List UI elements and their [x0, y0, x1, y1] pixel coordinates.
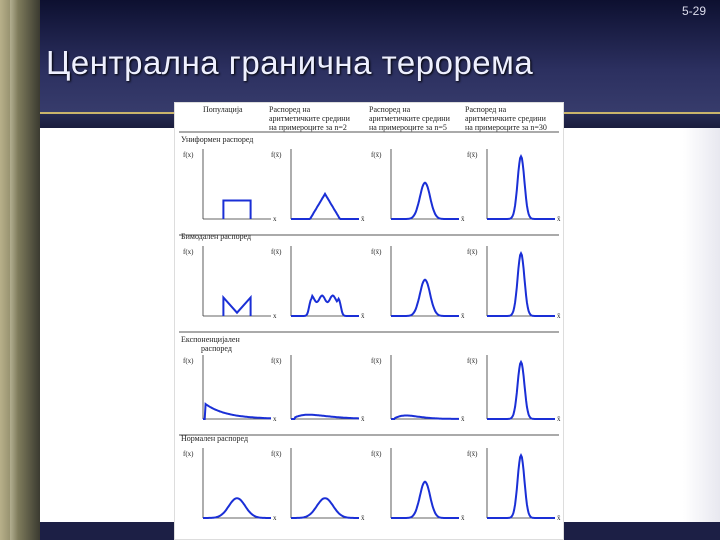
distribution-curve [487, 362, 555, 419]
panel-y-label: f(x) [183, 450, 194, 458]
clt-figure [174, 102, 564, 540]
panel-y-label: f(x̄) [271, 450, 282, 458]
distribution-curve [203, 498, 271, 518]
distribution-curve [391, 416, 459, 420]
column-header-line: Распоред на [369, 105, 411, 114]
distribution-curve [391, 482, 459, 518]
clt-figure-svg [175, 103, 565, 541]
panel-x-label: x̄ [461, 312, 465, 320]
row-label: Нормален распоред [181, 434, 249, 443]
panel-y-label: f(x̄) [467, 450, 478, 458]
panel-x-label: x [273, 215, 277, 223]
distribution-curve [487, 455, 555, 518]
distribution-curve [487, 253, 555, 316]
column-header-line: на примероците за n=5 [369, 123, 447, 132]
panel-y-label: f(x̄) [271, 248, 282, 256]
panel-x-label: x̄ [361, 514, 365, 522]
panel-x-label: x̄ [361, 215, 365, 223]
panel-y-label: f(x) [183, 248, 194, 256]
slide-number: 5-29 [681, 4, 706, 18]
panel-x-label: x̄ [461, 215, 465, 223]
panel-x-label: x [273, 312, 277, 320]
panel-y-label: f(x̄) [371, 357, 382, 365]
panel-x-label: x̄ [557, 215, 561, 223]
row-label: Бимодален распоред [181, 232, 252, 241]
panel-x-label: x̄ [557, 312, 561, 320]
panel-y-label: f(x̄) [371, 248, 382, 256]
column-header-line: аритметичките средини [269, 114, 350, 123]
column-header-line: на примероците за n=2 [269, 123, 347, 132]
panel-x-label: x̄ [361, 415, 365, 423]
column-header-line: аритметичките средини [465, 114, 546, 123]
distribution-curve [223, 298, 250, 316]
panel-y-label: f(x) [183, 151, 194, 159]
left-decorative-bar [0, 0, 40, 540]
distribution-curve [487, 156, 555, 219]
column-header-line: Распоред на [465, 105, 507, 114]
panel-y-label: f(x̄) [271, 151, 282, 159]
panel-x-label: x [273, 514, 277, 522]
distribution-curve [291, 194, 359, 219]
column-header-line: на примероците за n=30 [465, 123, 547, 132]
column-header-line: Распоред на [269, 105, 311, 114]
distribution-curve [291, 296, 359, 317]
panel-y-label: f(x) [183, 357, 194, 365]
distribution-curve [203, 404, 271, 419]
panel-x-label: x̄ [461, 415, 465, 423]
distribution-curve [291, 498, 359, 518]
right-strip [683, 128, 720, 522]
column-header-line: Популација [203, 105, 243, 114]
panel-y-label: f(x̄) [271, 357, 282, 365]
row-label: Униформен распоред [181, 135, 254, 144]
panel-x-label: x̄ [461, 514, 465, 522]
panel-y-label: f(x̄) [371, 151, 382, 159]
distribution-curve [391, 183, 459, 219]
panel-x-label: x̄ [361, 312, 365, 320]
distribution-curve [291, 415, 359, 419]
row-label: распоред [201, 344, 232, 353]
left-bar-highlight [10, 0, 18, 540]
panel-y-label: f(x̄) [467, 151, 478, 159]
panel-y-label: f(x̄) [467, 357, 478, 365]
panel-x-label: x̄ [557, 514, 561, 522]
distribution-curve [223, 201, 250, 219]
column-header-line: аритметичките средини [369, 114, 450, 123]
panel-y-label: f(x̄) [371, 450, 382, 458]
panel-y-label: f(x̄) [467, 248, 478, 256]
distribution-curve [391, 280, 459, 316]
row-label: Експоненцијален [181, 335, 240, 344]
panel-x-label: x [273, 415, 277, 423]
panel-x-label: x̄ [557, 415, 561, 423]
slide-title: Централна гранична терорема [46, 44, 534, 81]
